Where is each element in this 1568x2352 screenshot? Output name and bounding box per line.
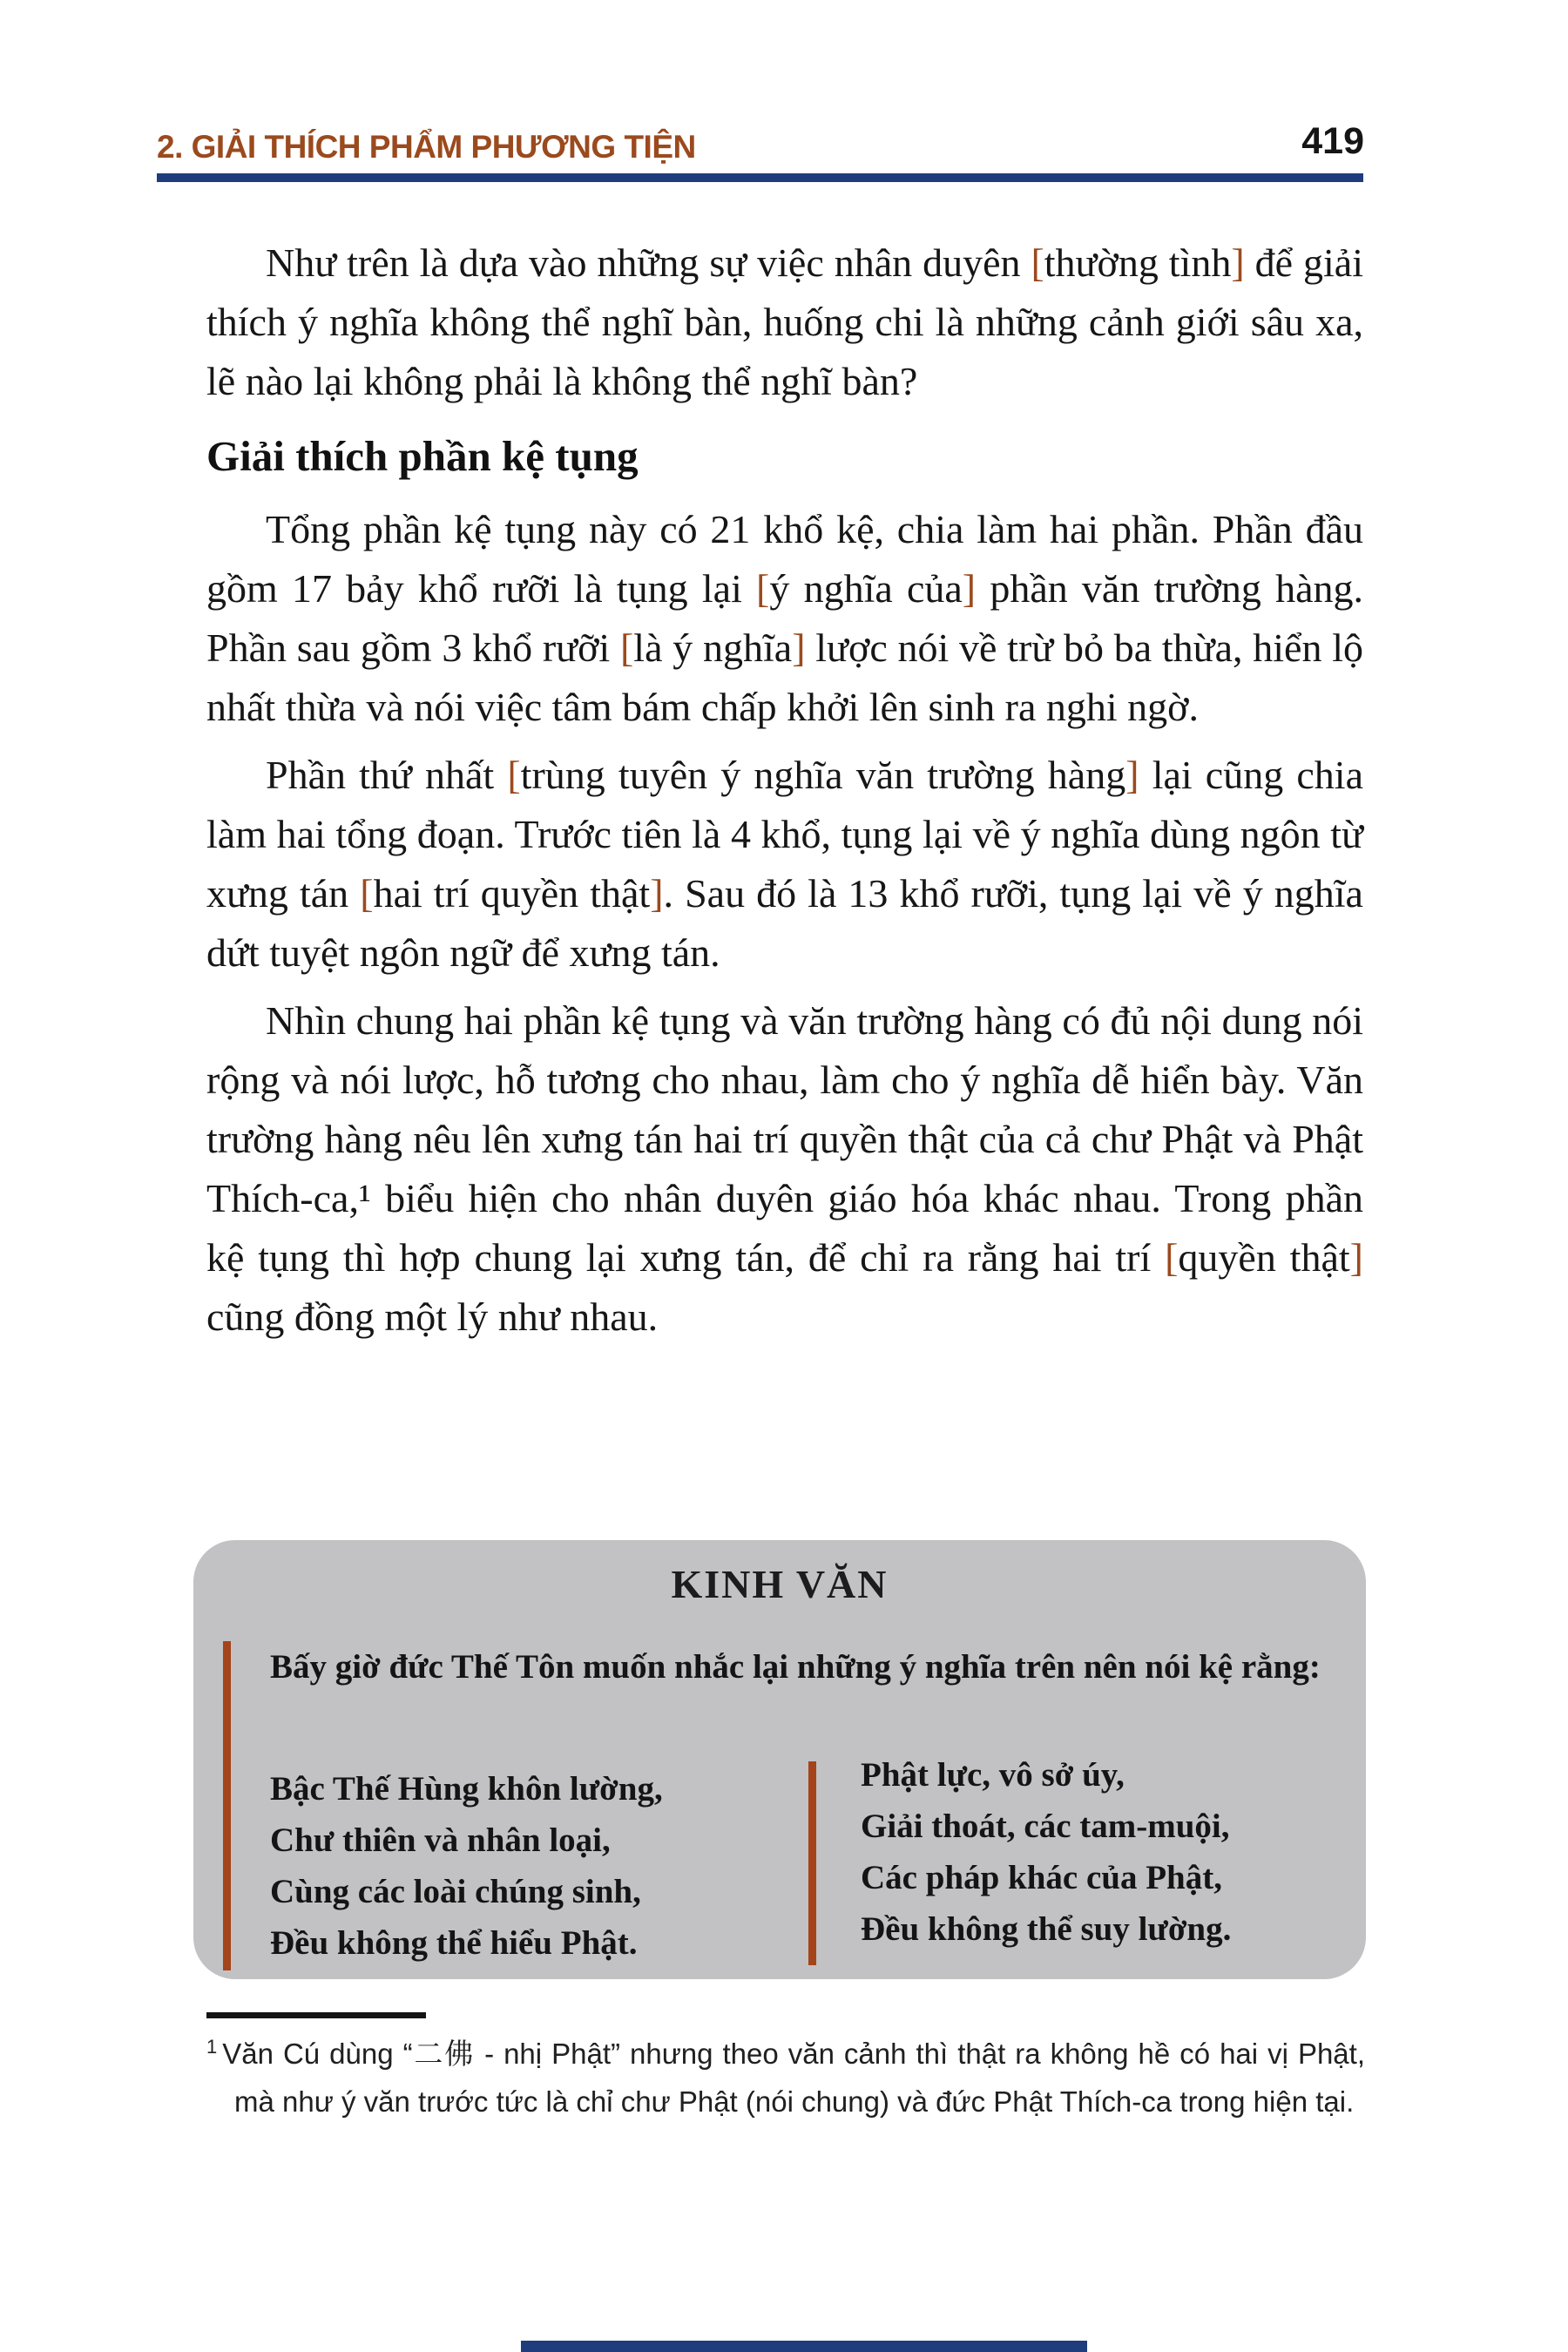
chapter-header-title: 2. GIẢI THÍCH PHẨM PHƯƠNG TIỆN bbox=[157, 129, 696, 165]
verse-line: Phật lực, vô sở úy, bbox=[861, 1756, 1125, 1794]
verse-line: Chư thiên và nhân loại, bbox=[270, 1821, 611, 1859]
kinh-van-intro: Bấy giờ đức Thế Tôn muốn nhắc lại những ý nghĩa trên nên nói kệ rằng: bbox=[270, 1648, 1321, 1686]
paragraph: Phần thứ nhất [trùng tuyên ý nghĩa văn trường hàng] lại cũng chia làm hai tổng đoạn. Trước tiên là 4 khổ, tụng lại về ý nghĩa dùng ngôn từ xưng tán [hai trí quyền thật]. Sau đó là 13 khổ rưỡi, tụng lại về ý nghĩa dứt tuyệt ngôn ngữ để xưng tán. bbox=[206, 753, 1363, 975]
verse-left-accent-bar bbox=[223, 1641, 231, 1970]
page-number: 419 bbox=[1301, 120, 1364, 162]
paragraph: Như trên là dựa vào những sự việc nhân duyên [thường tình] để giải thích ý nghĩa không thể nghĩ bàn, huống chi là những cảnh giới sâu xa, lẽ nào lại không phải là không thể nghĩ bàn? bbox=[206, 240, 1363, 403]
verse-column-left bbox=[270, 1763, 663, 1969]
verse-column-right bbox=[861, 1749, 1231, 1955]
verse-line: Đều không thể hiểu Phật. bbox=[270, 1924, 638, 1962]
kinh-van-title: KINH VĂN bbox=[671, 1562, 889, 1606]
header-rule bbox=[157, 173, 1363, 182]
footnote bbox=[206, 2030, 1365, 2126]
footnote-text: Văn Cú dùng “二佛 - nhị Phật” nhưng theo văn cảnh thì thật ra không hề có hai vị Phật, mà như ý văn trước tức là chỉ chư Phật (nói chung) và đức Phật Thích-ca trong hiện tại. bbox=[222, 2038, 1365, 2118]
verse-line: Đều không thể suy lường. bbox=[861, 1910, 1232, 1948]
footnote-separator bbox=[206, 2012, 426, 2018]
footer-accent-bar bbox=[521, 2341, 1087, 2352]
section-heading: Giải thích phần kệ tụng bbox=[206, 432, 639, 480]
paragraph: Nhìn chung hai phần kệ tụng và văn trường hàng có đủ nội dung nói rộng và nói lược, hỗ tương cho nhau, làm cho ý nghĩa dễ hiển bày. Văn trường hàng nêu lên xưng tán hai trí quyền thật của cả chư Phật và Phật Thích-ca,¹ biểu hiện cho nhân duyên giáo hóa khác nhau. Trong phần kệ tụng thì hợp chung lại xưng tán, để chỉ ra rằng hai trí [quyền thật] cũng đồng một lý như nhau. bbox=[206, 998, 1363, 1339]
footnote-marker: 1 bbox=[206, 2036, 218, 2058]
verse-line: Các pháp khác của Phật, bbox=[861, 1859, 1222, 1896]
kinh-van-box bbox=[193, 1540, 1366, 1979]
verse-right-accent-bar bbox=[808, 1761, 816, 1965]
body-text bbox=[206, 233, 1363, 1355]
paragraph: Tổng phần kệ tụng này có 21 khổ kệ, chia làm hai phần. Phần đầu gồm 17 bảy khổ rưỡi là tụng lại [ý nghĩa của] phần văn trường hàng. Phần sau gồm 3 khổ rưỡi [là ý nghĩa] lược nói về trừ bỏ ba thừa, hiển lộ nhất thừa và nói việc tâm bám chấp khởi lên sinh ra nghi ngờ. bbox=[206, 507, 1363, 729]
verse-line: Cùng các loài chúng sinh, bbox=[270, 1873, 641, 1910]
verse-line: Giải thoát, các tam-muội, bbox=[861, 1808, 1230, 1845]
verse-line: Bậc Thế Hùng khôn lường, bbox=[270, 1770, 663, 1808]
